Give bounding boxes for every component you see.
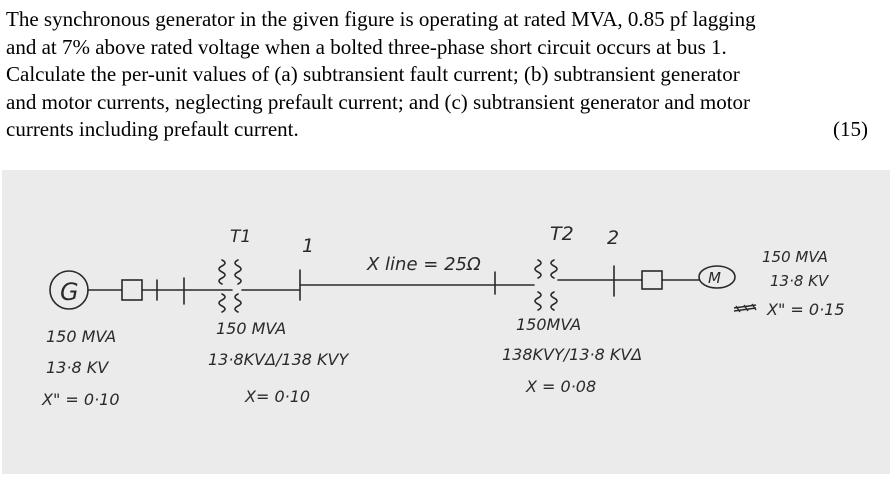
t1-mva: 150 MVA bbox=[216, 319, 287, 338]
question-line-4: and motor currents, neglecting prefault current; and (c) subtransient generator and motor bbox=[6, 89, 751, 114]
question-line-3: Calculate the per-unit values of (a) subtransient fault current; (b) subtransient generator bbox=[6, 62, 740, 87]
question-line-5-text: currents including prefault current. bbox=[6, 117, 299, 142]
generator-symbol: G bbox=[60, 278, 79, 306]
generator-reactance: X" = 0·10 bbox=[42, 390, 120, 409]
breaker-1 bbox=[122, 280, 142, 300]
t1-reactance: X= 0·10 bbox=[245, 387, 311, 406]
t2-kv: 138KVY/13·8 KVΔ bbox=[502, 345, 643, 364]
question-line-2: and at 7% above rated voltage when a bolted three-phase short circuit occurs at bus 1. bbox=[6, 34, 727, 59]
t2-transformer-symbol bbox=[535, 260, 557, 310]
question-line-1: The synchronous generator in the given figure is operating at rated MVA, 0.85 pf lagging bbox=[6, 7, 756, 31]
t1-label: T1 bbox=[230, 227, 252, 247]
generator-kv: 13·8 KV bbox=[46, 358, 109, 377]
t2-label: T2 bbox=[550, 223, 574, 245]
circuit-figure bbox=[2, 170, 890, 474]
question-line-5 bbox=[6, 116, 868, 144]
t1-transformer-symbol bbox=[219, 260, 241, 312]
t2-mva: 150MVA bbox=[516, 315, 582, 334]
motor-symbol: M bbox=[708, 269, 721, 287]
one-line-diagram bbox=[2, 170, 890, 474]
scribble-mark bbox=[734, 304, 756, 312]
question-text bbox=[6, 6, 868, 144]
motor-reactance: X" = 0·15 bbox=[767, 300, 845, 319]
question-marks: (15) bbox=[833, 117, 868, 142]
line-label: X line = 25Ω bbox=[367, 254, 481, 275]
bus-2-label: 2 bbox=[607, 227, 620, 249]
bus-1-label: 1 bbox=[302, 235, 315, 257]
breaker-2 bbox=[642, 271, 662, 289]
t1-kv: 13·8KVΔ/138 KVY bbox=[208, 350, 349, 369]
generator-mva: 150 MVA bbox=[46, 327, 117, 346]
motor-kv: 13·8 KV bbox=[770, 272, 829, 290]
t2-reactance: X = 0·08 bbox=[526, 377, 597, 396]
motor-mva: 150 MVA bbox=[762, 248, 828, 266]
